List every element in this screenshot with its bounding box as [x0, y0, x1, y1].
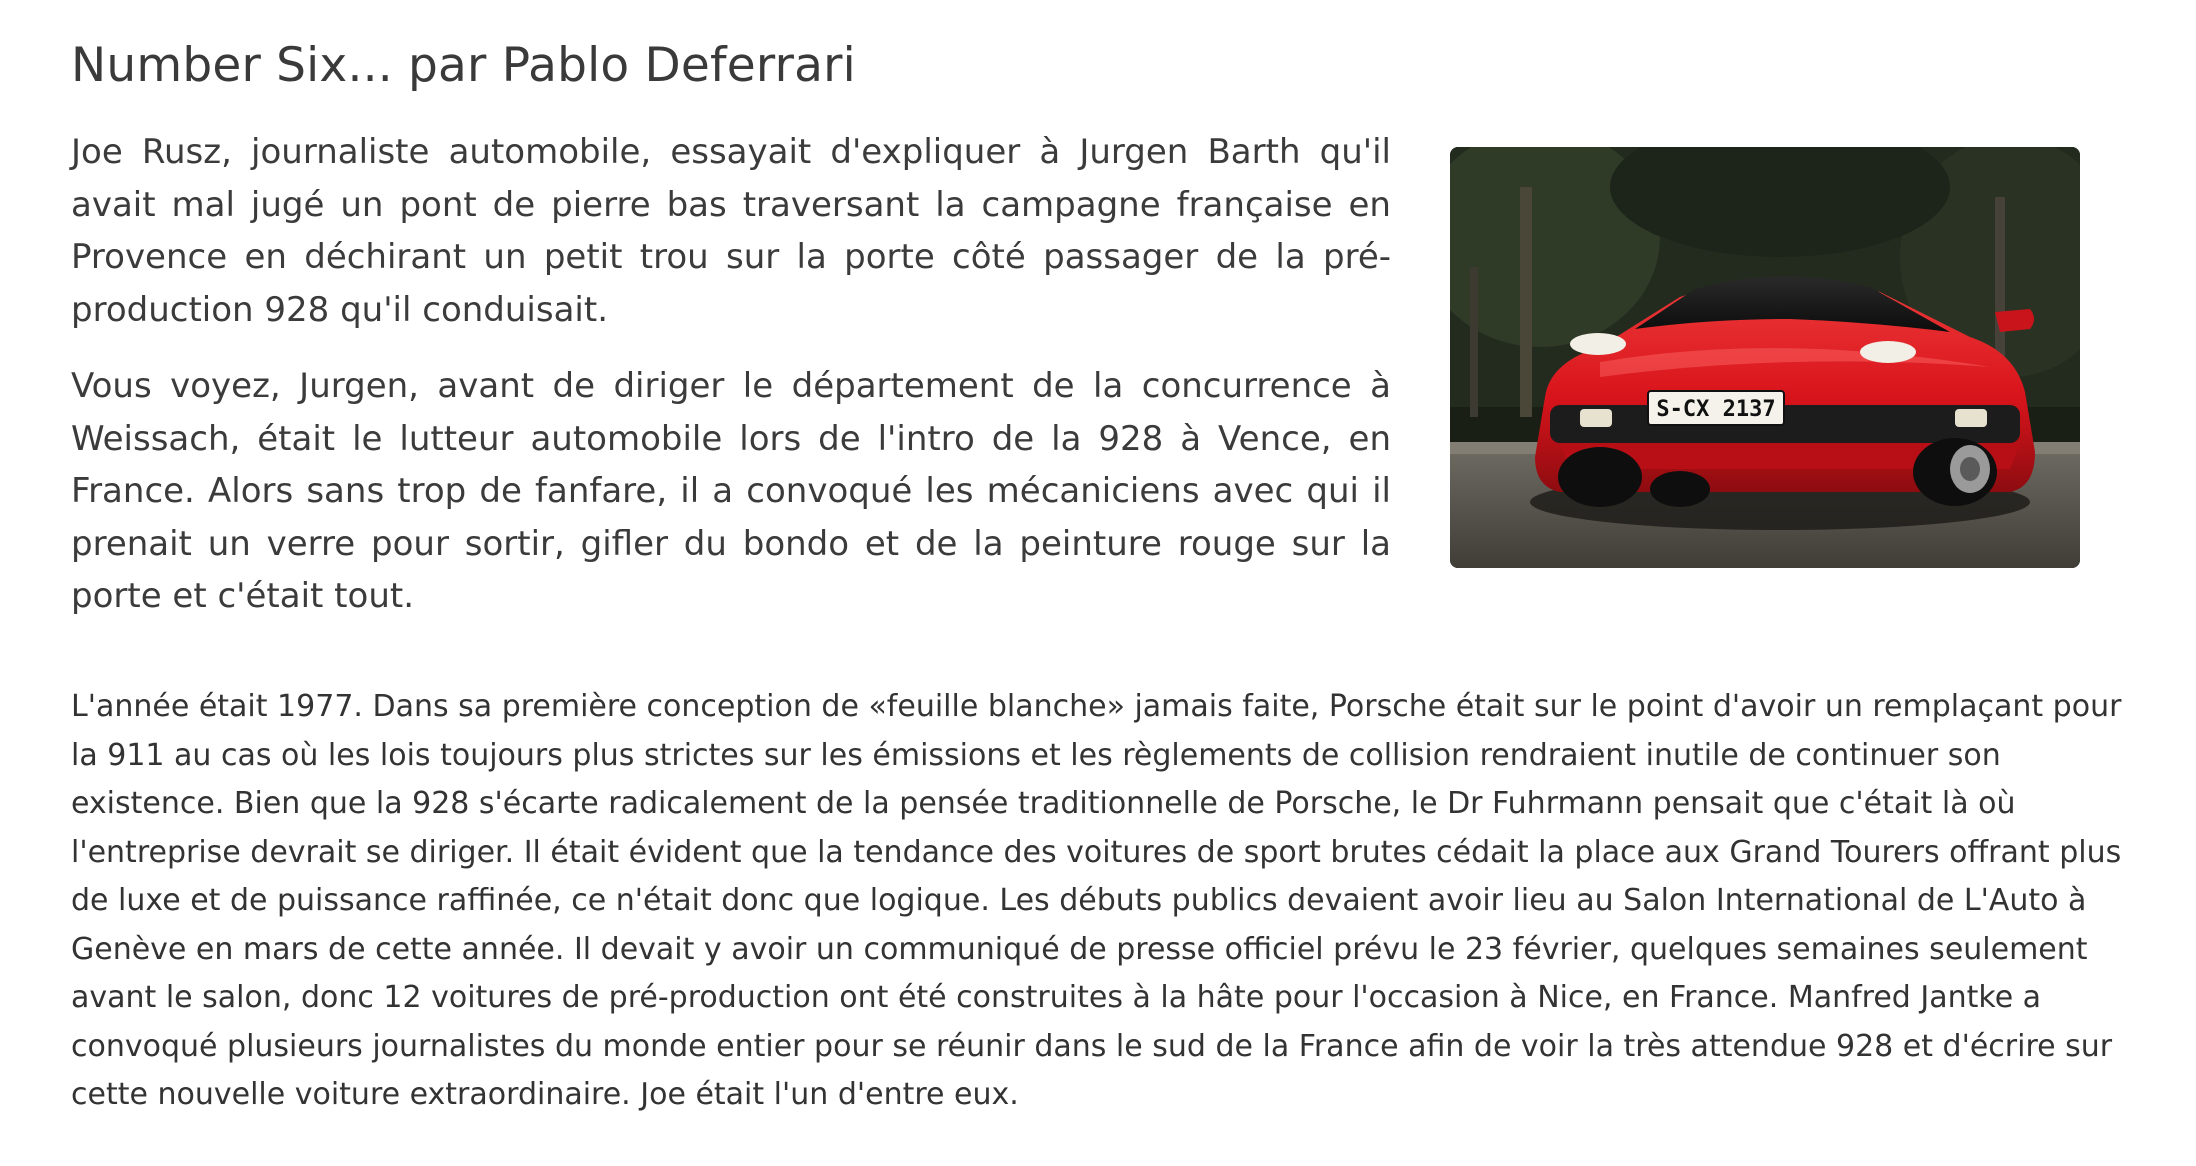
article-title: Number Six... par Pablo Deferrari [71, 38, 856, 93]
red-porsche-928-photo [1450, 147, 2080, 568]
license-plate-text: S-CX 2137 [1656, 397, 1776, 422]
car-photo-illustration [1450, 147, 2080, 568]
lead-paragraph-2: Vous voyez, Jurgen, avant de diriger le département de la concurrence à Weissach, était le lutteur automobile lors de l'intro de la 928 à Vence, en France. Alors sans trop de fanfare, il a convoqué les mécaniciens avec qui il prenait un verre pour sortir, gifler du bondo et de la peinture rouge sur la porte et c'était tout. [71, 366, 1391, 616]
lead-paragraph-1: Joe Rusz, journaliste automobile, essayait d'expliquer à Jurgen Barth qu'il avait mal jugé un pont de pierre bas traversant la campagne française en Provence en déchirant un petit trou sur la porte côté passager de la pré-production 928 qu'il conduisait. [71, 132, 1391, 330]
lead-section [71, 126, 1391, 647]
body-paragraph: L'année était 1977. Dans sa première conception de «feuille blanche» jamais faite, Porsche était sur le point d'avoir un remplaçant pour la 911 au cas où les lois toujours plus strictes sur les émissions et les règlements de collision rendraient inutile de continuer son existence. Bien que la 928 s'écarte radicalement de la pensée traditionnelle de Porsche, le Dr Fuhrmann pensait que c'était là où l'entreprise devrait se diriger. Il était évident que la tendance des voitures de sport brutes cédait la place aux Grand Tourers offrant plus de luxe et de puissance raffinée, ce n'était donc que logique. Les débuts publics devaient avoir lieu au Salon International de L'Auto à Genève en mars de cette année. Il devait y avoir un communiqué de presse officiel prévu le 23 février, quelques semaines seulement avant le salon, donc 12 voitures de pré-production ont été construites à la hâte pour l'occasion à Nice, en France. Manfred Jantke a convoqué plusieurs journalistes du monde entier pour se réunir dans le sud de la France afin de voir la très attendue 928 et d'écrire sur cette nouvelle voiture extraordinaire. Joe était l'un d'entre eux. [71, 689, 2122, 1112]
